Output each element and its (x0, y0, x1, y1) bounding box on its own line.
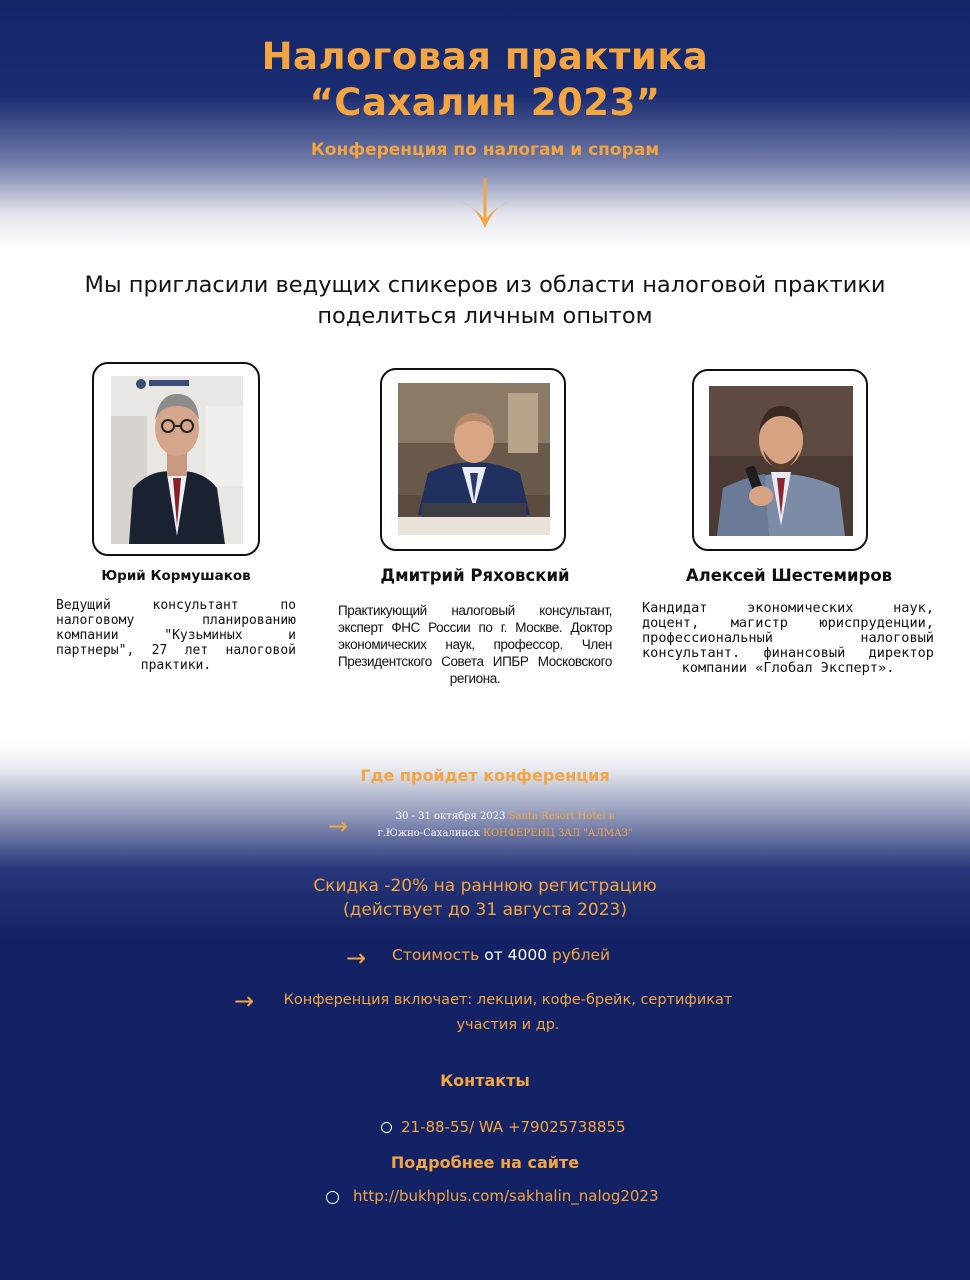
intro-text (0, 270, 970, 332)
intro-line-1: Мы пригласили ведущих спикеров из области налоговой практики (84, 272, 886, 298)
discount-line-1: Скидка -20% на раннюю регистрацию (313, 876, 657, 896)
contact-phone[interactable]: 21-88-55/ WA +79025738855 (401, 1118, 626, 1136)
includes-line-1: Конференция включает: лекции, кофе-брейк, сертификат (283, 992, 733, 1008)
venue-heading: Где пройдет конференция (360, 766, 610, 785)
venue-dates: 30 - 31 октября 2023 (395, 811, 506, 822)
price-amount: от 4000 (484, 946, 548, 964)
contacts-heading: Контакты (440, 1071, 530, 1090)
site-heading: Подробнее на сайте (390, 1153, 580, 1172)
page-subtitle: Конференция по налогам и спорам (310, 140, 660, 160)
discount-line-2: (действует до 31 августа 2023) (343, 900, 627, 920)
venue-hall: КОНФЕРЕНЦ ЗАЛ "АЛМАЗ" (483, 828, 633, 839)
site-link[interactable]: http://bukhplus.com/sakhalin_nalog2023 (353, 1187, 659, 1205)
price-text (392, 946, 610, 964)
arrow-right-icon: → (346, 944, 367, 972)
venue-details (330, 808, 680, 842)
intro-line-2: поделиться личным опытом (317, 303, 653, 329)
venue-city: г.Южно-Сахалинск (377, 828, 480, 839)
speaker-photo-card (380, 368, 566, 551)
includes-text (270, 988, 746, 1038)
price-suffix: рублей (552, 946, 611, 964)
discount-text (0, 874, 970, 922)
arrow-down-icon (458, 176, 512, 232)
page-title (0, 34, 970, 126)
phone-icon (381, 1122, 392, 1133)
speaker-photo-card (692, 369, 868, 551)
speaker-name: Алексей Шестемиров (685, 566, 893, 585)
title-line-1: Налоговая практика (261, 35, 709, 78)
speaker-bio: Практикующий налоговый консультант, эксперт ФНС России по г. Москве. Доктор экономических наук, профессор. Член Президентского Совета ИПБР Московского региона. (338, 603, 612, 686)
speaker-photo (709, 386, 853, 536)
speaker-name: Дмитрий Ряховский (380, 566, 570, 585)
arrow-right-icon: → (234, 987, 255, 1015)
speaker-photo (111, 376, 243, 544)
arrow-right-icon: → (328, 812, 349, 840)
speaker-bio: Ведущий консультант по налоговому планированию компании "Кузьминых и партнеры", 27 лет налоговой практики. (56, 598, 296, 673)
includes-line-2: участия и др. (456, 1017, 560, 1033)
venue-hotel: Santa Resort Hotel в (508, 811, 615, 822)
speaker-bio: Кандидат экономических наук, доцент, магистр юриспруденции, профессиональный налоговый консультант. финансовый директор компании «Глобал Эксперт». (642, 600, 934, 676)
speaker-photo (398, 383, 550, 535)
link-icon (326, 1191, 339, 1204)
title-line-2: “Сахалин 2023” (309, 81, 661, 124)
speaker-name: Юрий Кормушаков (101, 568, 251, 584)
speaker-photo-card (92, 362, 260, 556)
price-prefix: Стоимость (392, 946, 480, 964)
